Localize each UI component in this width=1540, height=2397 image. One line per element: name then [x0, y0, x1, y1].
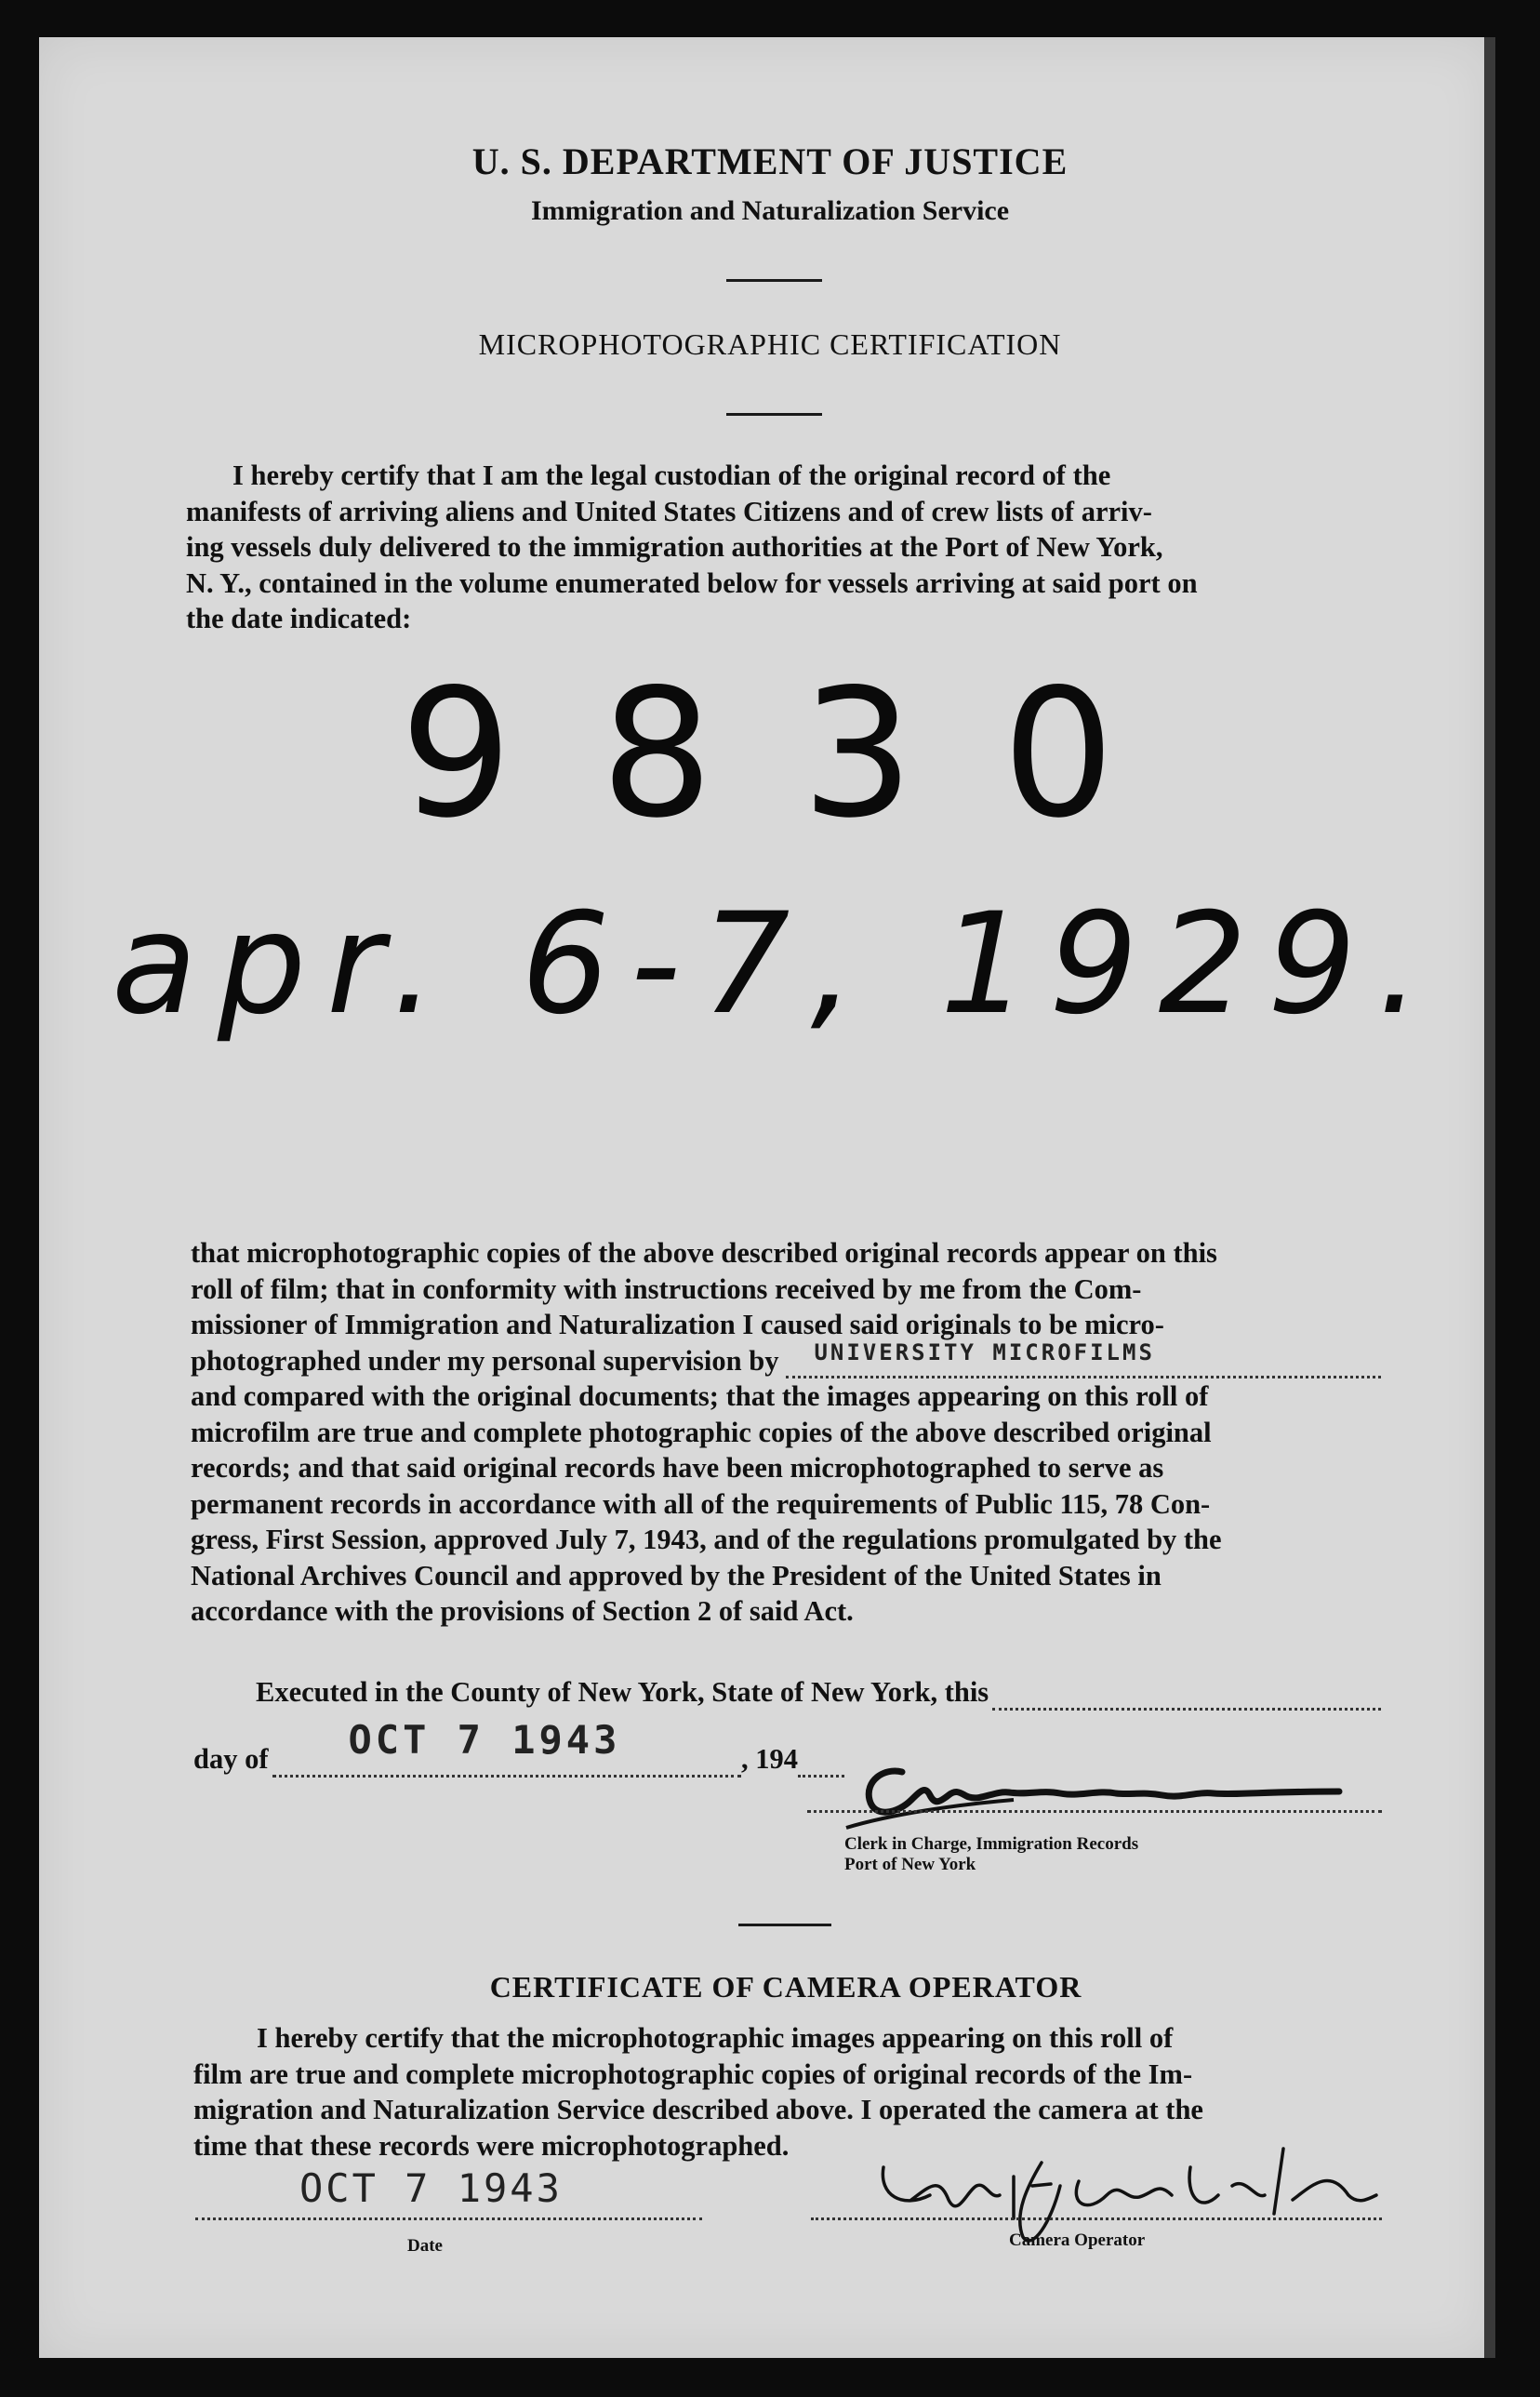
- text-line: I hereby certify that I am the legal custodian of the original record of the: [232, 459, 1111, 491]
- intro-paragraph: [186, 458, 1371, 637]
- text-line: roll of film; that in conformity with instructions received by me from the Com-: [191, 1272, 1142, 1305]
- photographed-by-label: photographed under my personal supervision by: [191, 1344, 779, 1377]
- year-suffix: , 194: [741, 1743, 798, 1775]
- department-title: U. S. DEPARTMENT OF JUSTICE: [471, 140, 1069, 182]
- text-line: missioner of Immigration and Naturalization I caused said originals to be micro-: [191, 1309, 1164, 1340]
- clerk-title: [844, 1834, 1138, 1875]
- service-subtitle: Immigration and Naturalization Service: [530, 195, 1010, 226]
- text-line: that microphotographic copies of the above described original records appear on this: [191, 1237, 1217, 1269]
- date-line: [195, 2216, 702, 2220]
- camera-operator-label: Camera Operator: [1009, 2231, 1146, 2250]
- text-line: manifests of arriving aliens and United States Citizens and of crew lists of arriv-: [186, 495, 1152, 527]
- certification-title: MICROPHOTOGRAPHIC CERTIFICATION: [478, 327, 1062, 361]
- divider: [726, 413, 822, 416]
- text-line: migration and Naturalization Service described above. I operated the camera at the: [193, 2094, 1203, 2125]
- day-of-line: [193, 1716, 844, 1778]
- text-line: I hereby certify that the microphotographic images appearing on this roll of: [257, 2022, 1174, 2054]
- operator-date-stamp: OCT 7 1943: [299, 2165, 563, 2211]
- date-handwritten: apr. 6-7, 1929.: [112, 884, 1442, 1045]
- body-paragraph: [191, 1235, 1381, 1630]
- text-line: gress, First Session, approved July 7, 1943, and of the regulations promulgated by the: [191, 1524, 1222, 1555]
- camera-operator-title: CERTIFICATE OF CAMERA OPERATOR: [489, 1970, 1082, 2004]
- text-line: N. Y., contained in the volume enumerated below for vessels arriving at said port on: [186, 566, 1198, 599]
- date-label: Date: [407, 2236, 443, 2256]
- clerk-signature-line: [807, 1808, 1382, 1813]
- divider: [738, 1924, 831, 1926]
- text-line: accordance with the provisions of Section 2 of said Act.: [191, 1595, 854, 1627]
- date-stamp: OCT 7 1943: [348, 1716, 621, 1763]
- executed-day-field: [992, 1684, 1381, 1711]
- text-line: records; and that said original records have been microphotographed to serve as: [191, 1452, 1164, 1484]
- text-line: film are true and complete microphotographic copies of original records of the Im-: [193, 2057, 1193, 2090]
- clerk-title-line2: Port of New York: [844, 1855, 976, 1874]
- text-line: permanent records in accordance with all of the requirements of Public 115, 78 Con-: [191, 1487, 1211, 1520]
- photographed-by-line: [191, 1339, 1381, 1379]
- text-line: the date indicated:: [186, 603, 412, 634]
- text-line: National Archives Council and approved by the President of the United States in: [191, 1559, 1162, 1591]
- photographed-by-stamp: UNIVERSITY MICROFILMS: [814, 1339, 1155, 1365]
- divider: [726, 279, 822, 282]
- day-of-label: day of: [193, 1743, 269, 1775]
- photographed-by-field: [786, 1339, 1381, 1378]
- text-line: time that these records were microphotographed.: [193, 2129, 790, 2162]
- clerk-title-line1: Clerk in Charge, Immigration Records: [844, 1834, 1139, 1854]
- volume-number-handwritten: 9830: [400, 651, 1203, 857]
- text-line: microfilm are true and complete photographic copies of the above described original: [191, 1416, 1212, 1448]
- text-line: and compared with the original documents; that the images appearing on this roll of: [191, 1380, 1209, 1412]
- camera-operator-line: [811, 2216, 1382, 2220]
- day-of-field: [272, 1716, 742, 1778]
- text-line: ing vessels duly delivered to the immigration authorities at the Port of New York,: [186, 531, 1163, 563]
- film-edge: [1484, 37, 1495, 2358]
- certificate-sheet: [39, 37, 1494, 2358]
- executed-text: Executed in the County of New York, State of New York, this: [256, 1676, 989, 1708]
- executed-line: [256, 1674, 1381, 1711]
